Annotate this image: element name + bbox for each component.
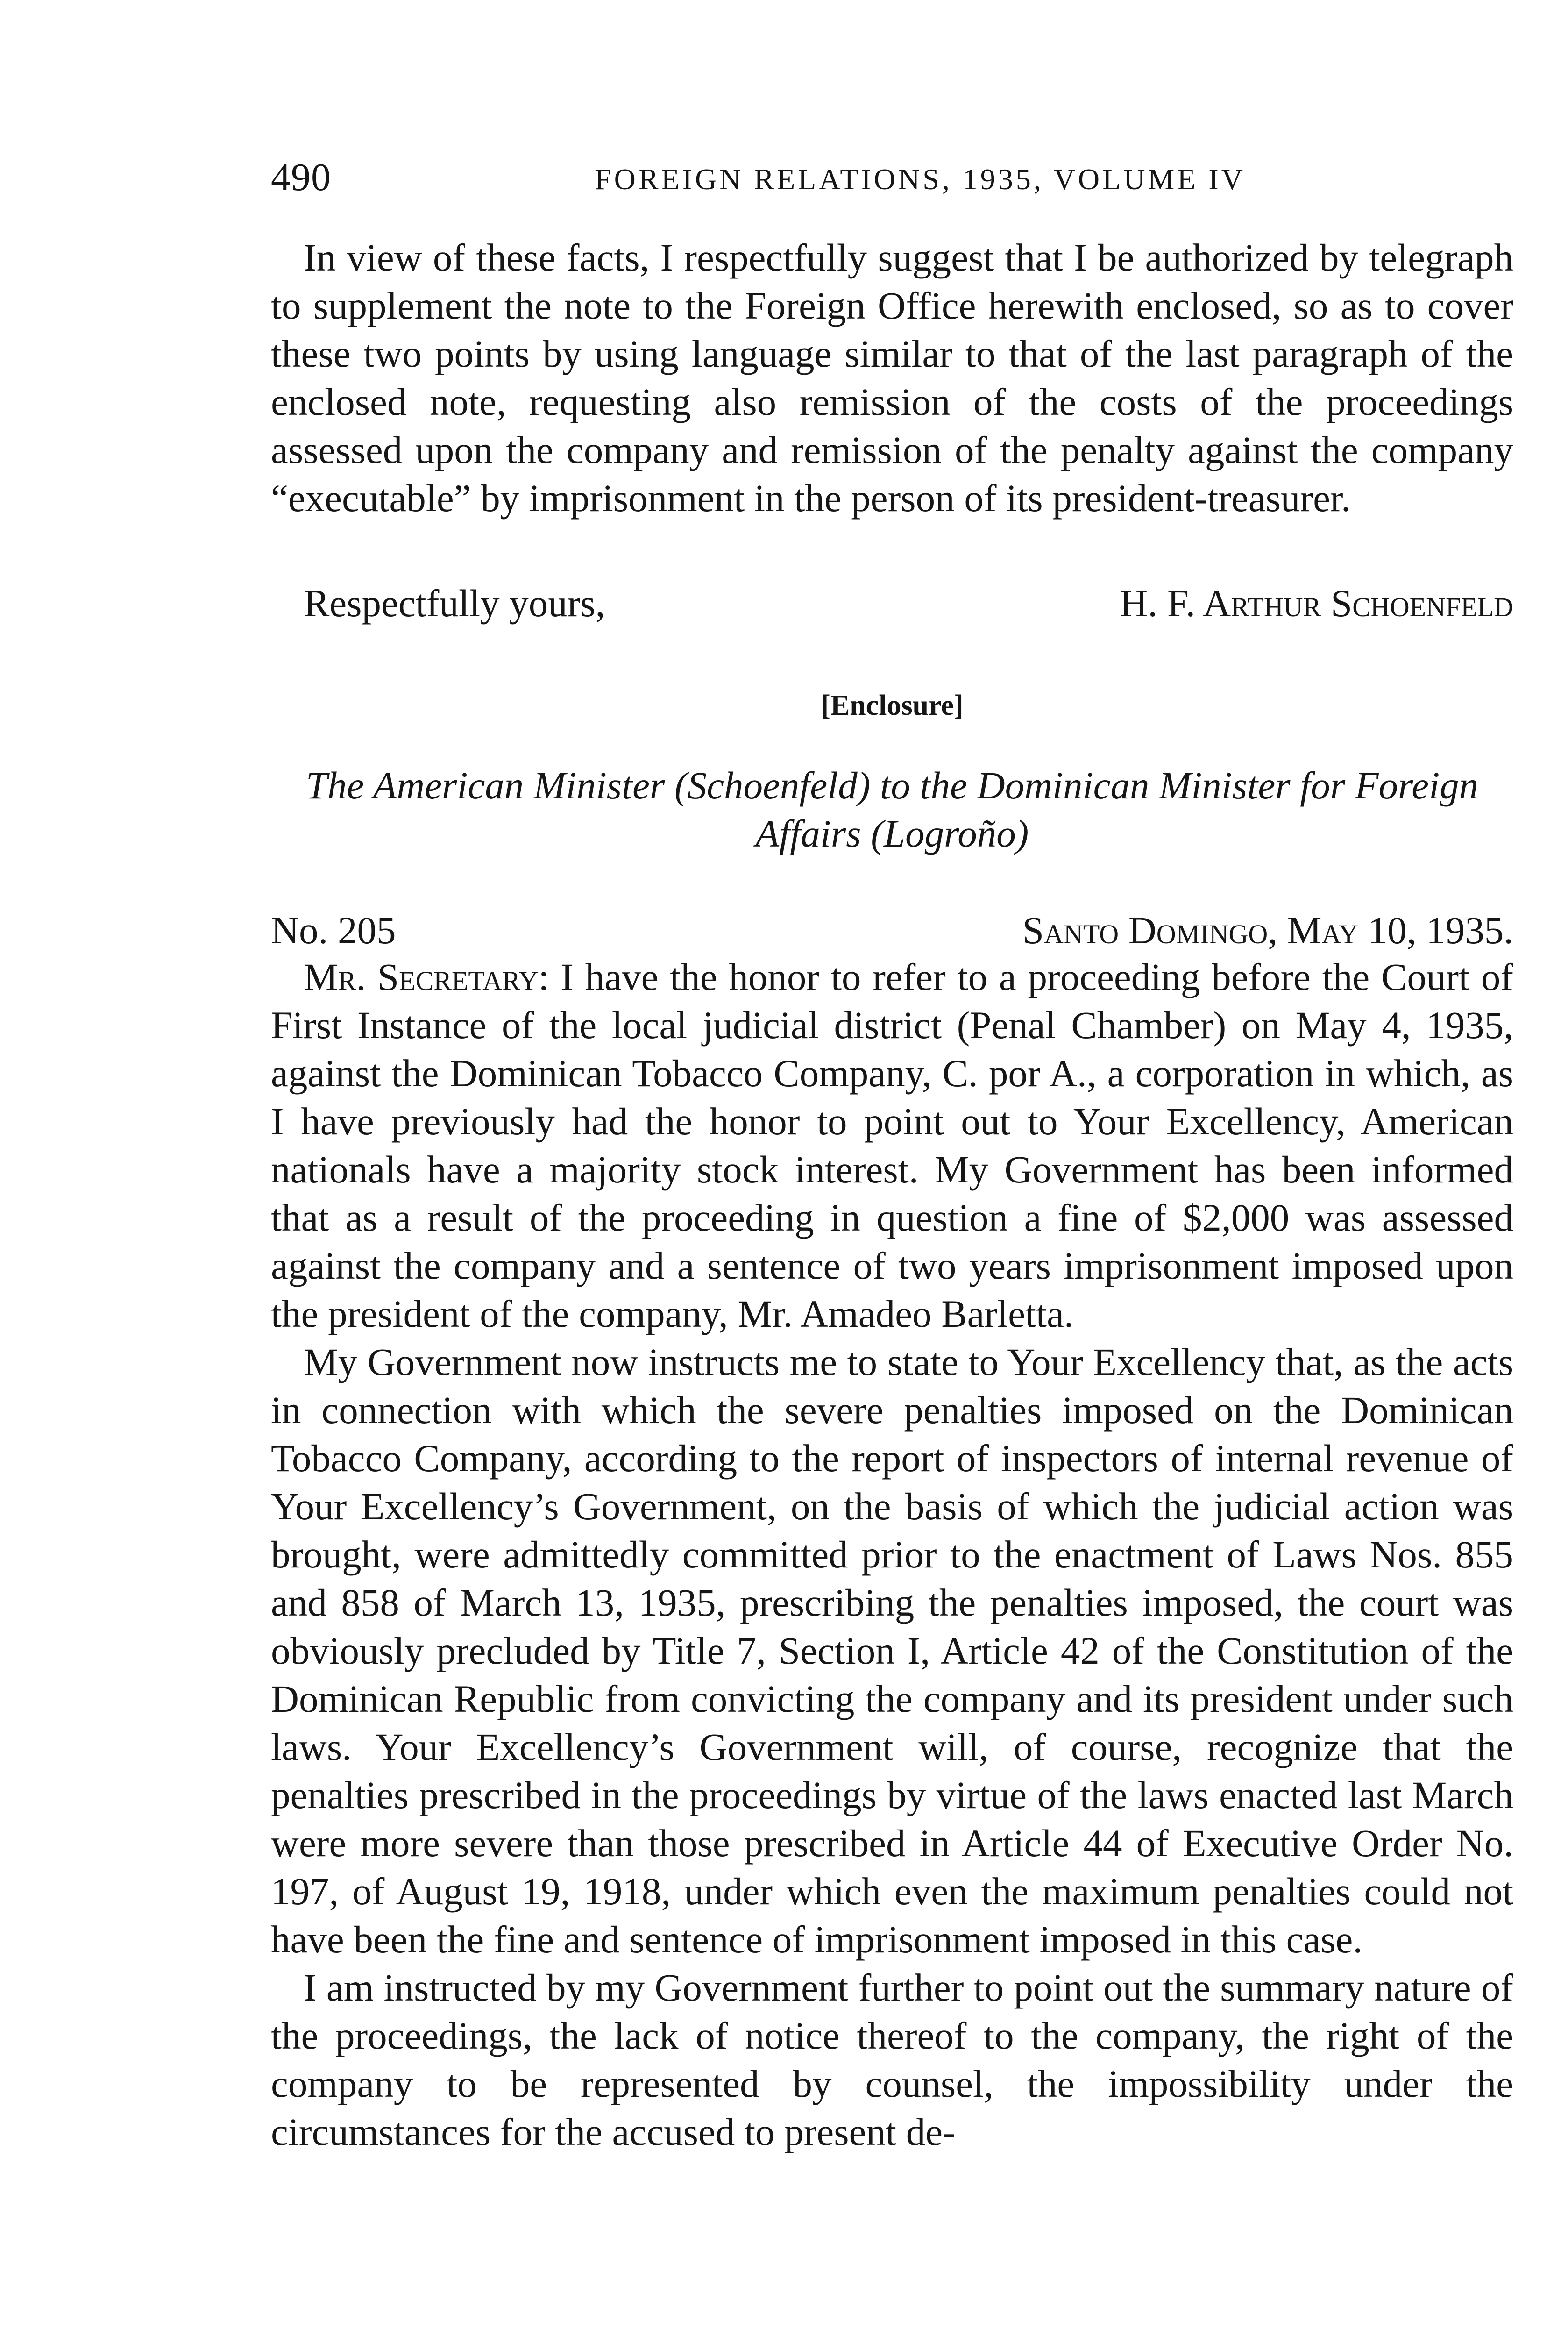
intro-paragraph: In view of these facts, I respectfully suggest that I be authorized by telegraph to supplement the note to the Foreign Office herewith enclosed, so as to cover these two points by using language similar to that of the last paragraph of the enclosed note, requesting also remission of the costs of the proceedings assessed upon the company and remission of the penalty against the company “executable” by imprisonment in the person of its president-treasurer. [271,236,1513,520]
enclosure-label: [Enclosure] [821,690,964,721]
letter-body [271,953,1513,2156]
letter-paragraph-3: I am instructed by my Government further to point out the summary nature of the proceedings, the lack of notice thereof to the company, the right of the company to be represented by counsel, the impossibility under the circumstances for the accused to present de- [271,1966,1513,2153]
signer: H. F. Arthur Schoenfeld [1120,582,1513,625]
intro-section [271,234,1513,522]
page-header [271,154,1513,206]
running-head: FOREIGN RELATIONS, 1935, VOLUME IV [595,163,1246,196]
place-date [1022,906,1513,954]
letter-paragraph-2: My Government now instructs me to state to Your Excellency that, as the acts in connection with which the severe penalties imposed on the Dominican Tobacco Company, according to the report of inspectors of internal revenue of Your Excellency’s Government, on the basis of which the judicial action was brought, were admittedly committed prior to the enactment of Laws Nos. 855 and 858 of March 13, 1935, prescribing the penalties imposed, the court was obviously precluded by Title 7, Section I, Article 42 of the Constitution of the Dominican Republic from convicting the company and its president under such laws. Your Excellency’s Government will, of course, recognize that the penalties prescribed in the proceedings by virtue of the laws enacted last March were more severe than those prescribed in Article 44 of Executive Order No. 197, of August 19, 1918, under which even the maximum penalties could not have been the fine and sentence of imprisonment imposed in this case. [271,1340,1513,1961]
closing: Respectfully yours, [304,582,605,625]
document-number: No. 205 [271,909,396,952]
salutation: Mr. Secretary: [304,955,549,998]
letter-paragraph-1 [271,953,1513,1338]
signoff [304,579,1513,627]
dateline [271,906,1513,954]
letter-paragraph-1-text: I have the honor to refer to a proceeding before the Court of First Instance of the local judicial district (Penal Chamber) on May 4, 1935, against the Dominican Tobacco Company, C. por A., a corporation in which, as I have previously had the honor to point out to Your Excellency, American nationals have a majority stock interest. My Government has been informed that as a result of the proceeding in question a fine of $2,000 was assessed against the company and a sentence of two years imprisonment imposed upon the president of the company, Mr. Amadeo Barletta. [271,955,1513,1335]
page-number: 490 [271,156,331,199]
place-date-text: Santo Domingo, May 10, 1935. [1022,909,1513,952]
enclosure-title: The American Minister (Schoenfeld) to the Dominican Minister for Foreign Affairs (Logroño) [305,764,1479,855]
